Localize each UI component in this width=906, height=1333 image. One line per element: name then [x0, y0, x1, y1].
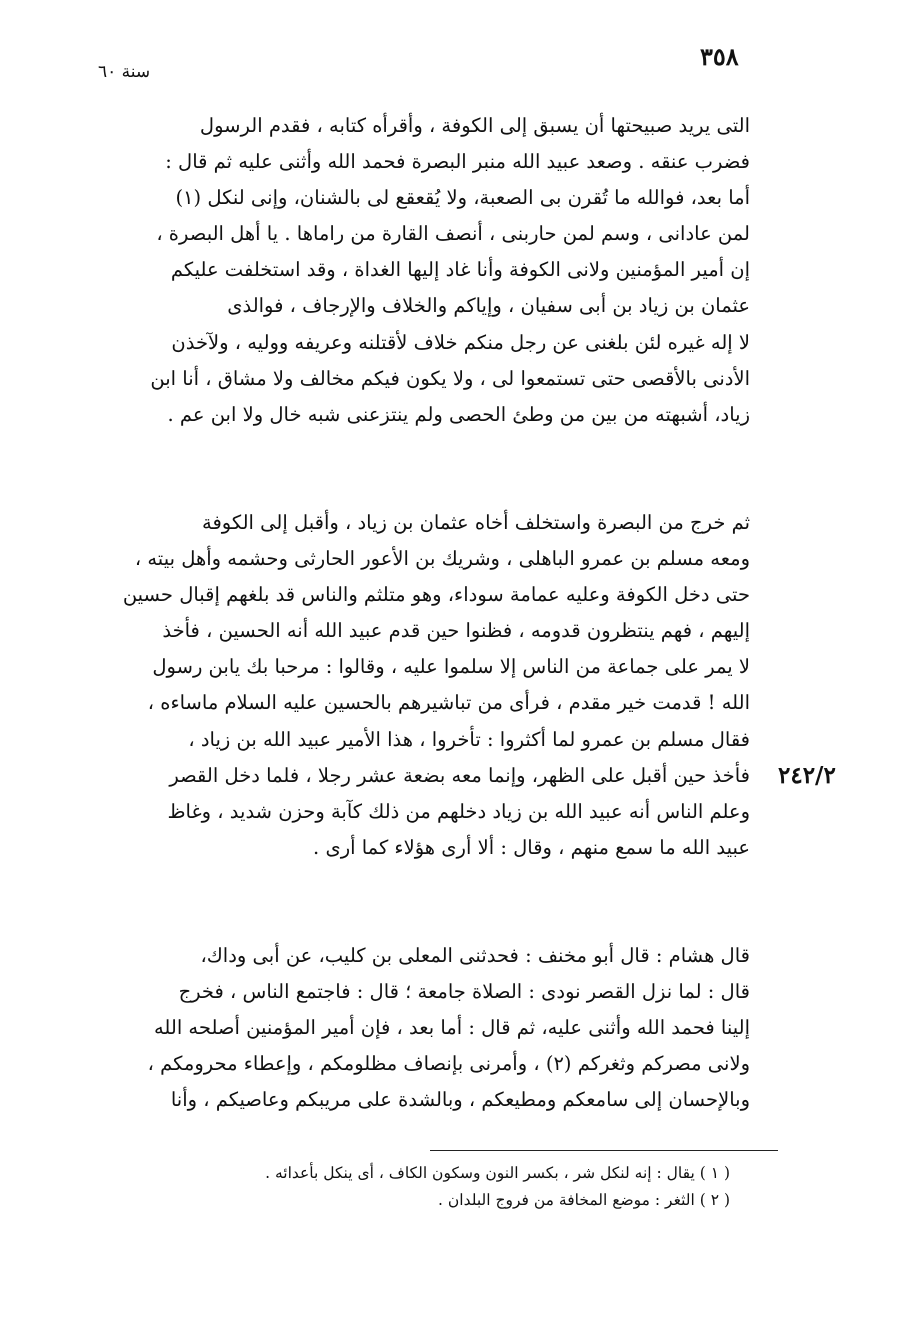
text-line: إليهم ، فهم ينتظرون قدومه ، فظنوا حين قدم عبيد الله أنه الحسين ، فأخذ [162, 619, 750, 643]
text-line: ومعه مسلم بن عمرو الباهلى ، وشريك بن الأعور الحارثى وحشمه وأهل بيته ، [134, 547, 750, 571]
text-line: إن أمير المؤمنين ولانى الكوفة وأنا غاد إليها الغداة ، وقد استخلفت عليكم [170, 258, 750, 282]
footnote-divider [430, 1150, 778, 1151]
page-number: ٣٥٨ [700, 42, 739, 71]
footnote: ( ٢ ) الثغر : موضع المخافة من فروج البلدان . [438, 1191, 730, 1209]
running-header-year: سنة ٦٠ [98, 62, 151, 82]
text-line: قال هشام : قال أبو مخنف : فحدثنى المعلى بن كليب، عن أبى وداك، [200, 944, 750, 967]
text-line: عبيد الله ما سمع منهم ، وقال : ألا أرى هؤلاء كما أرى . [313, 835, 750, 859]
text-line: عثمان بن زياد بن أبى سفيان ، وإياكم والخلاف والإرجاف ، فوالذى [227, 294, 750, 318]
text-line: وعلم الناس أنه عبيد الله بن زياد دخلهم من ذلك كآبة وحزن شديد ، وغاظ [167, 799, 750, 823]
text-line: فأخذ حين أقبل على الظهر، وإنما معه بضعة عشر رجلا ، فلما دخل القصر [169, 763, 750, 787]
footnote: ( ١ ) يقال : إنه لنكل شر ، بكسر النون وسكون الكاف ، أى ينكل بأعدائه . [265, 1164, 730, 1182]
margin-reference: ٢٤٢/٢ [778, 762, 836, 789]
paragraph-2 [100, 505, 750, 866]
text-line: قال : لما نزل القصر نودى : الصلاة جامعة ؛ قال : فاجتمع الناس ، فخرج [178, 980, 750, 1004]
text-line: ثم خرج من البصرة واستخلف أخاه عثمان بن زياد ، وأقبل إلى الكوفة [201, 511, 750, 534]
text-line: التى يريد صبيحتها أن يسبق إلى الكوفة ، وأقرأه كتابه ، فقدم الرسول [199, 114, 750, 137]
text-line: الله ! قدمت خير مقدم ، فرأى من تباشيرهم بالحسين عليه السلام ماساءه ، [147, 691, 750, 715]
text-line: ولانى مصركم وثغركم (٢) ، وأمرنى بإنصاف مظلومكم ، وإعطاء محرومكم ، [147, 1052, 750, 1076]
text-line: لا إله غيره لئن بلغنى عن رجل منكم خلاف لأقتلنه وعريفه ووليه ، ولآخذن [171, 330, 750, 354]
text-line: زياد، أشبهته من بين من وطئ الحصى ولم ينتزعنى شبه خال ولا ابن عم . [167, 402, 750, 426]
paragraph-1 [100, 108, 750, 433]
text-line: لمن عادانى ، وسم لمن حاربنى ، أنصف القارة من راماها . يا أهل البصرة ، [156, 222, 750, 246]
text-line: وبالإحسان إلى سامعكم ومطيعكم ، وبالشدة على مريبكم وعاصيكم ، وأنا [170, 1088, 750, 1112]
text-line: فقال مسلم بن عمرو لما أكثروا : تأخروا ، هذا الأمير عبيد الله بن زياد ، [188, 727, 750, 751]
footnotes [190, 1160, 730, 1214]
text-line: لا يمر على جماعة من الناس إلا سلموا عليه ، وقالوا : مرحبا بك يابن رسول [152, 655, 750, 679]
text-line: فضرب عنقه . وصعد عبيد الله منبر البصرة فحمد الله وأثنى عليه ثم قال : [165, 150, 750, 174]
paragraph-3 [100, 938, 750, 1118]
text-line: حتى دخل الكوفة وعليه عمامة سوداء، وهو متلثم والناس قد بلغهم إقبال حسين [122, 583, 750, 607]
text-line: الأدنى بالأقصى حتى تستمعوا لى ، ولا يكون فيكم مخالف ولا مشاق ، أنا ابن [150, 366, 750, 390]
text-line: إلينا فحمد الله وأثنى عليه، ثم قال : أما بعد ، فإن أمير المؤمنين أصلحه الله [153, 1016, 750, 1040]
text-line: أما بعد، فوالله ما تُقرن بى الصعبة، ولا يُقعقع لى بالشنان، وإنى لنكل (١) [175, 186, 750, 210]
